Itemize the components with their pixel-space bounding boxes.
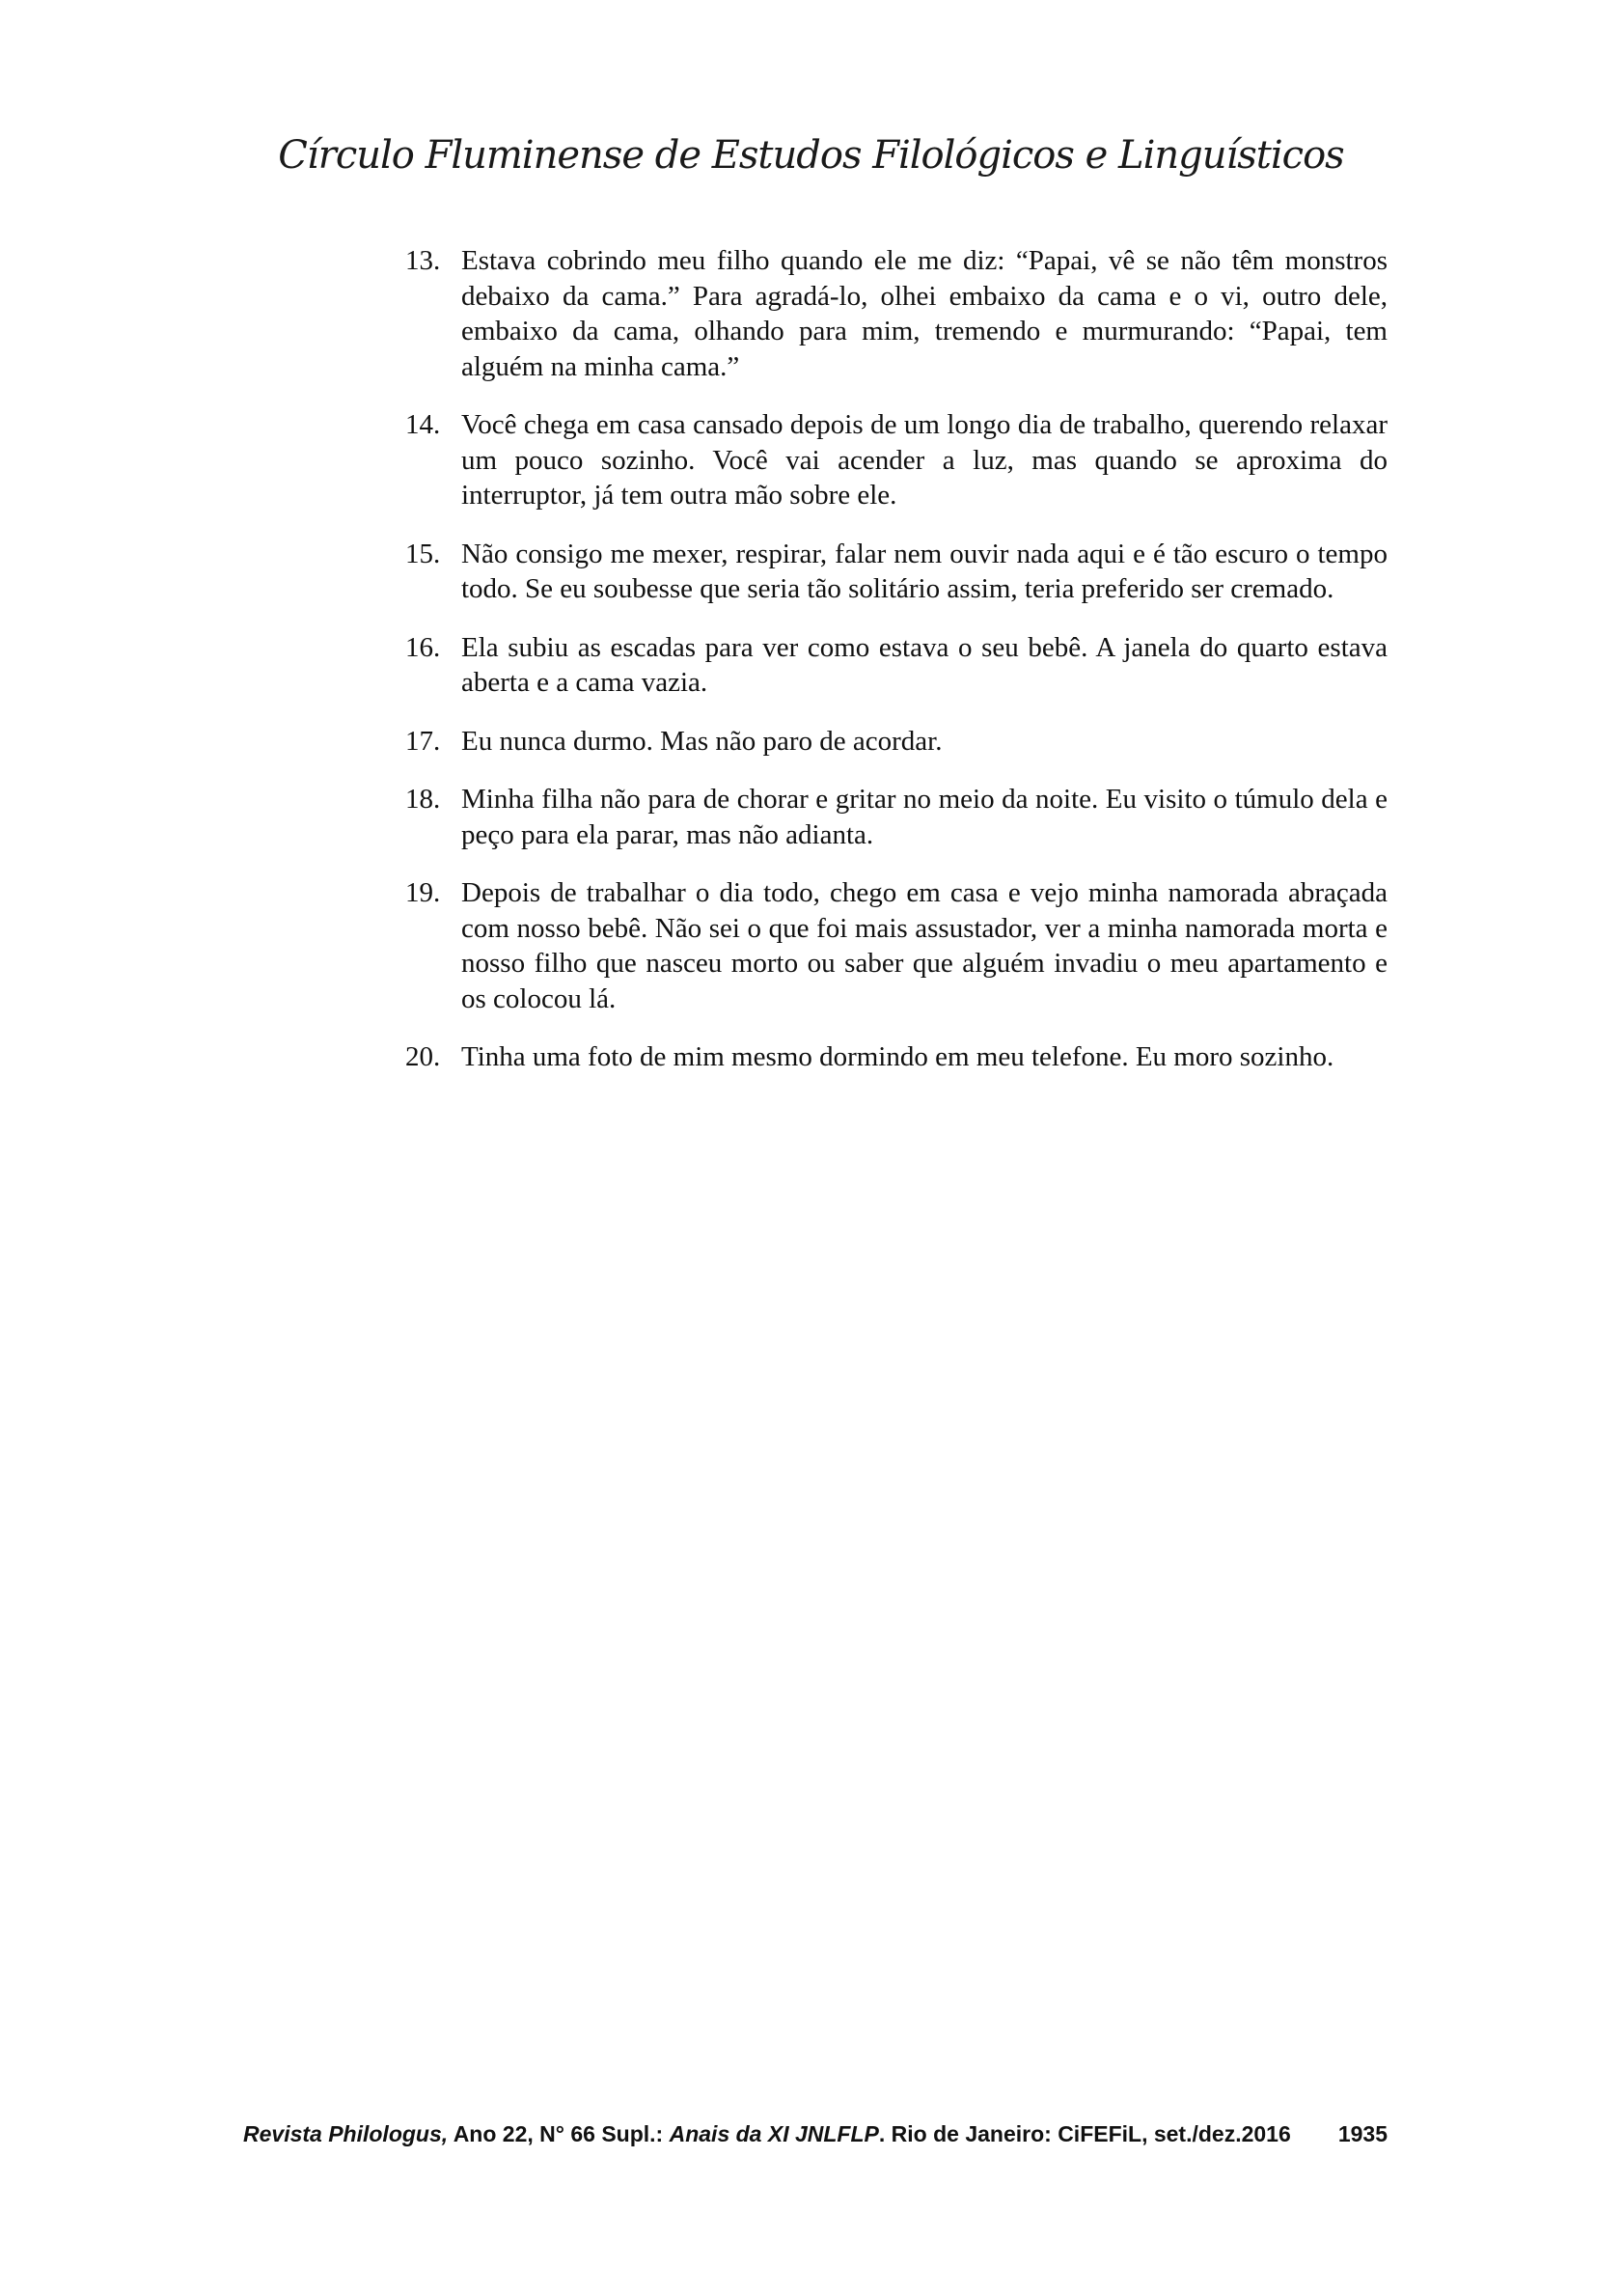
footer-publisher: . Rio de Janeiro: CiFEFiL, set./dez.2016 [878, 2121, 1291, 2146]
list-item [405, 782, 1388, 852]
item-number: 13. [405, 245, 441, 276]
journal-header-title: Círculo Fluminense de Estudos Filológicos e Linguísticos [278, 133, 1344, 178]
footer-citation [243, 2121, 1291, 2147]
item-number: 16. [405, 631, 441, 663]
item-number: 17. [405, 725, 441, 757]
item-text: Tinha uma foto de mim mesmo dormindo em meu telefone. Eu moro sozinho. [461, 1041, 1334, 1072]
item-number: 20. [405, 1041, 441, 1072]
footer-journal: Revista Philologus, [243, 2121, 449, 2146]
list-item [405, 875, 1388, 1016]
list-item [405, 1039, 1388, 1075]
item-text: Você chega em casa cansado depois de um longo dia de trabalho, querendo relaxar um pouco sozinho. Você vai acender a luz, mas quando se aproxima do interruptor, já tem outra mão sobre ele. [461, 409, 1388, 511]
list-item [405, 243, 1388, 384]
item-text: Estava cobrindo meu filho quando ele me diz: “Papai, vê se não têm monstros debaixo da cama.” Para agradá-lo, olhei embaixo da cama e o vi, outro dele, embaixo da cama, olhando para mim, tremendo e murmurando: “Papai, tem alguém na minha cama.” [461, 245, 1388, 382]
page-footer [243, 2121, 1388, 2147]
item-text: Não consigo me mexer, respirar, falar nem ouvir nada aqui e é tão escuro o tempo todo. Se eu soubesse que seria tão solitário assim, teria preferido ser cremado. [461, 538, 1388, 604]
item-number: 14. [405, 409, 441, 440]
item-text: Minha filha não para de chorar e gritar no meio da noite. Eu visito o túmulo dela e peço para ela parar, mas não adianta. [461, 784, 1388, 850]
item-number: 15. [405, 538, 441, 569]
list-item [405, 630, 1388, 701]
story-list [405, 243, 1388, 1098]
item-text: Ela subiu as escadas para ver como estava o seu bebê. A janela do quarto estava aberta e a cama vazia. [461, 631, 1388, 698]
item-number: 18. [405, 784, 441, 815]
list-item [405, 537, 1388, 607]
list-item [405, 724, 1388, 760]
item-text: Eu nunca durmo. Mas não paro de acordar. [461, 725, 943, 757]
footer-proceedings: Anais da XI JNLFLP [669, 2121, 879, 2146]
page-number: 1935 [1337, 2121, 1388, 2146]
footer-issue: Ano 22, N° 66 Supl.: [448, 2121, 670, 2146]
list-item [405, 407, 1388, 513]
item-text: Depois de trabalhar o dia todo, chego em casa e vejo minha namorada abraçada com nosso bebê. Não sei o que foi mais assustador, ver a minha namorada morta e nosso filho que nasceu morto ou saber que alguém invadiu o meu apartamento e os colocou lá. [461, 877, 1388, 1014]
item-number: 19. [405, 877, 441, 908]
